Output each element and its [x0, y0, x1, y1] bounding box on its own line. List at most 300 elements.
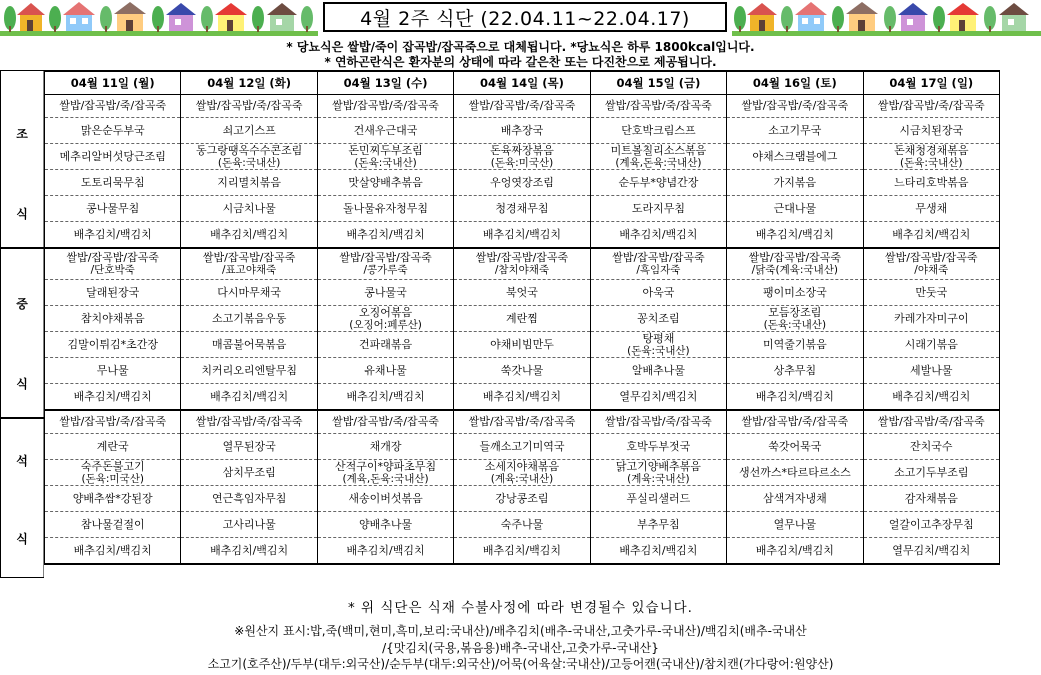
- menu-cell: [45, 222, 181, 249]
- menu-item-origin: (돈육:국내산): [354, 156, 417, 169]
- menu-cell: [454, 434, 590, 460]
- tree-icon: [100, 6, 112, 32]
- menu-item: 쌀밥/잡곡밥/잡곡죽: [339, 251, 432, 264]
- menu-cell: [317, 434, 453, 460]
- menu-cell: [454, 538, 590, 565]
- menu-cell: [317, 144, 453, 170]
- menu-item-origin: /닭죽(계육:국내산): [751, 264, 838, 276]
- menu-cell: [181, 538, 317, 565]
- menu-item: 쌀밥/잡곡밥/잡곡죽: [612, 251, 705, 264]
- menu-cell: [590, 460, 726, 486]
- menu-item: 소고기볶음우동: [211, 311, 287, 325]
- menu-row: [45, 222, 1000, 249]
- day-header: 04월 13일 (수): [317, 71, 453, 95]
- menu-row: [45, 95, 1000, 118]
- menu-cell: [727, 358, 863, 384]
- menu-cell: [863, 512, 999, 538]
- menu-item: 배추김치/백김치: [346, 227, 425, 241]
- house-icon: [846, 2, 878, 31]
- menu-item: 배추김치/백김치: [210, 389, 289, 403]
- menu-item-origin: (돈육:국내산): [763, 318, 827, 331]
- tree-icon: [832, 6, 844, 32]
- menu-cell: [727, 280, 863, 306]
- menu-cell: [590, 384, 726, 411]
- menu-item: 호박두부젓국: [626, 439, 691, 453]
- tree-icon: [252, 6, 264, 32]
- menu-cell: [317, 280, 453, 306]
- menu-item: 참치야채볶음: [80, 311, 145, 325]
- menu-cell: [317, 170, 453, 196]
- menu-item: 우엉엿장조림: [490, 175, 554, 189]
- menu-item: 돌나물유자청무침: [343, 201, 429, 215]
- menu-item: 쌀밥/잡곡밥/죽/잡곡죽: [195, 99, 303, 112]
- menu-item: 열무김치/백김치: [619, 389, 698, 403]
- menu-cell: [181, 280, 317, 306]
- menu-item: 쑥갓나물: [500, 363, 544, 377]
- day-header: 04월 15일 (금): [590, 71, 726, 95]
- menu-item: 시금치된장국: [899, 123, 964, 137]
- menu-item: 건파래볶음: [358, 337, 413, 351]
- menu-item: 매콤불어묵볶음: [211, 337, 287, 351]
- menu-cell: [727, 384, 863, 411]
- menu-item: 닭고기양배추볶음: [615, 459, 701, 473]
- menu-cell: [863, 384, 999, 411]
- tree-icon: [4, 6, 16, 32]
- menu-item: 고사리나물: [222, 517, 276, 531]
- house-icon: [17, 3, 45, 31]
- menu-item: 소고기무국: [768, 123, 822, 137]
- menu-cell: [317, 306, 453, 332]
- menu-item-origin: /콩가루죽: [363, 264, 408, 276]
- menu-cell: [181, 512, 317, 538]
- menu-row: [45, 358, 1000, 384]
- tree-icon: [884, 6, 896, 32]
- menu-cell: [45, 460, 181, 486]
- menu-item: 쌀밥/잡곡밥/죽/잡곡죽: [59, 415, 167, 428]
- menu-cell: [590, 486, 726, 512]
- menu-cell: [590, 196, 726, 222]
- menu-cell: [863, 332, 999, 358]
- menu-cell: [317, 118, 453, 144]
- menu-item: 달래된장국: [86, 285, 140, 299]
- house-icon: [947, 3, 979, 31]
- menu-cell: [863, 222, 999, 249]
- menu-item: 근대나물: [773, 201, 817, 215]
- menu-item: 배추김치/백김치: [73, 227, 152, 241]
- menu-row: [45, 332, 1000, 358]
- menu-item: 감자채볶음: [904, 491, 958, 505]
- menu-cell: [181, 118, 317, 144]
- menu-item: 배추김치/백김치: [482, 543, 562, 557]
- menu-row: [45, 144, 1000, 170]
- menu-item: 돈민찌두부조림: [348, 143, 423, 157]
- menu-cell: [454, 95, 590, 118]
- menu-cell: [181, 196, 317, 222]
- menu-row: [45, 118, 1000, 144]
- menu-item-origin: /야채죽: [914, 264, 949, 276]
- menu-cell: [590, 358, 726, 384]
- menu-item: 무생채: [915, 201, 948, 215]
- tree-icon: [152, 6, 164, 32]
- menu-item: 콩나물무침: [86, 201, 140, 215]
- menu-cell: [45, 248, 181, 280]
- menu-item: 쌀밥/잡곡밥/죽/잡곡죽: [332, 99, 439, 112]
- menu-item: 꽁치조림: [637, 311, 680, 325]
- menu-item: 다시마무채국: [217, 285, 282, 299]
- menu-cell: [590, 410, 726, 434]
- menu-cell: [727, 538, 863, 565]
- tree-icon: [301, 6, 313, 32]
- menu-item-origin: (돈육:미국산): [81, 472, 144, 485]
- menu-item: 소고기두부조림: [894, 465, 969, 479]
- menu-cell: [727, 196, 863, 222]
- menu-item: 쌀밥/잡곡밥/죽/잡곡죽: [877, 415, 985, 428]
- menu-item: 쌀밥/잡곡밥/죽/잡곡죽: [605, 415, 712, 428]
- weekly-menu-table: [44, 70, 1000, 565]
- menu-row: [45, 486, 1000, 512]
- menu-item: 쌀밥/잡곡밥/죽/잡곡죽: [332, 415, 439, 428]
- menu-cell: [317, 358, 453, 384]
- menu-item: 열무된장국: [222, 439, 276, 453]
- menu-item-origin: /단호박죽: [90, 264, 135, 276]
- house-icon: [999, 3, 1029, 31]
- menu-cell: [863, 248, 999, 280]
- menu-cell: [454, 512, 590, 538]
- meal-label-breakfast-top: 조: [16, 127, 28, 141]
- menu-cell: [863, 118, 999, 144]
- origin-line: /{맛김치(국용,볶음용)배추-국내산,고춧가루-국내산}: [382, 641, 659, 655]
- menu-item: 쌀밥/잡곡밥/잡곡죽: [475, 251, 569, 264]
- menu-cell: [181, 434, 317, 460]
- meal-label-dinner-bottom: 식: [16, 532, 28, 546]
- menu-cell: [317, 410, 453, 434]
- house-icon: [267, 3, 297, 31]
- menu-item: 북엇국: [506, 285, 538, 299]
- menu-cell: [454, 306, 590, 332]
- menu-cell: [317, 512, 453, 538]
- origin-line: 소고기(호주산)/두부(대두:외국산)/순두부(대두:외국산)/어묵(어육살:국내산)/고등어캔(국내산)/참치캔(가다랑어:원양산): [207, 657, 834, 671]
- day-header: 04월 14일 (목): [454, 71, 590, 95]
- menu-item: 배추김치/백김치: [346, 543, 425, 557]
- menu-item-origin: (오징어:페루산): [349, 318, 422, 331]
- menu-item: 치커리오리엔탈무침: [201, 363, 297, 377]
- menu-cell: [727, 144, 863, 170]
- menu-cell: [454, 332, 590, 358]
- menu-item: 배추김치/백김치: [755, 227, 834, 241]
- house-icon: [215, 3, 247, 31]
- house-icon: [898, 3, 928, 31]
- menu-item: 쌀밥/잡곡밥/죽/잡곡죽: [741, 99, 849, 112]
- menu-item: 양배추나물: [358, 517, 413, 531]
- menu-cell: [45, 95, 181, 118]
- menu-item: 야채스크램블에그: [752, 149, 838, 163]
- menu-cell: [181, 332, 317, 358]
- menu-item: 채개장: [369, 439, 402, 453]
- menu-cell: [727, 248, 863, 280]
- menu-item: 김말이튀김*초간장: [67, 337, 158, 351]
- menu-cell: [727, 118, 863, 144]
- menu-cell: [454, 118, 590, 144]
- menu-cell: [181, 384, 317, 411]
- menu-row: [45, 280, 1000, 306]
- menu-row: [45, 410, 1000, 434]
- menu-cell: [863, 144, 999, 170]
- menu-cell: [454, 248, 590, 280]
- menu-cell: [181, 486, 317, 512]
- menu-item: 순두부*양념간장: [618, 175, 699, 189]
- menu-cell: [590, 118, 726, 144]
- menu-item: 모듬장조림: [768, 305, 822, 319]
- menu-item: 배추김치/백김치: [892, 227, 971, 241]
- menu-item: 잔치국수: [910, 439, 953, 453]
- menu-cell: [727, 486, 863, 512]
- menu-change-footnote: * 위 식단은 식재 수불사정에 따라 변경될수 있습니다.: [348, 600, 693, 616]
- menu-cell: [863, 306, 999, 332]
- menu-cell: [863, 95, 999, 118]
- menu-cell: [454, 384, 590, 411]
- menu-item: 삼치무조림: [222, 465, 276, 479]
- notice-dysphagia: * 연하곤란식은 환자분의 상태에 따라 갈은찬 또는 다진찬으로 제공됩니다.: [324, 55, 717, 69]
- menu-item-origin: (돈육:미국산): [490, 156, 554, 169]
- menu-cell: [454, 196, 590, 222]
- day-header: 04월 16일 (토): [727, 71, 863, 95]
- tree-icon: [933, 6, 945, 32]
- menu-item: 유채나물: [364, 363, 407, 377]
- menu-item: 연근흑임자무침: [211, 491, 287, 505]
- menu-item: 열무김치/백김치: [892, 543, 971, 557]
- menu-cell: [590, 95, 726, 118]
- menu-item: 청경채무침: [495, 201, 549, 215]
- menu-cell: [45, 410, 181, 434]
- menu-item: 메추리알버섯당근조림: [59, 149, 166, 163]
- menu-cell: [45, 306, 181, 332]
- menu-cell: [45, 118, 181, 144]
- menu-cell: [863, 486, 999, 512]
- menu-cell: [454, 486, 590, 512]
- menu-cell: [45, 144, 181, 170]
- menu-item: 산적구이*양파초무침: [334, 459, 437, 473]
- menu-item: 숙주나물: [500, 517, 544, 531]
- menu-cell: [727, 222, 863, 249]
- menu-item: 쑥갓어묵국: [768, 439, 822, 453]
- menu-cell: [181, 144, 317, 170]
- menu-row: [45, 538, 1000, 565]
- menu-item: 새송이버섯볶음: [348, 491, 423, 505]
- meal-label-lunch-top: 중: [16, 297, 28, 311]
- menu-cell: [454, 222, 590, 249]
- menu-item: 무나물: [96, 363, 129, 377]
- menu-item: 만둣국: [915, 285, 948, 299]
- menu-cell: [863, 410, 999, 434]
- menu-item: 배추김치/백김치: [482, 389, 562, 403]
- menu-cell: [863, 170, 999, 196]
- menu-cell: [863, 196, 999, 222]
- menu-cell: [45, 486, 181, 512]
- menu-cell: [590, 434, 726, 460]
- meal-label-breakfast-bottom: 식: [16, 207, 28, 221]
- tree-icon: [734, 6, 746, 32]
- menu-cell: [727, 306, 863, 332]
- menu-cell: [45, 384, 181, 411]
- menu-cell: [181, 306, 317, 332]
- menu-cell: [317, 384, 453, 411]
- page-title: 4월 2주 식단 (22.04.11~22.04.17): [323, 2, 727, 32]
- menu-row: [45, 306, 1000, 332]
- menu-row: [45, 384, 1000, 411]
- menu-item: 쌀밥/잡곡밥/죽/잡곡죽: [605, 99, 712, 112]
- menu-item: 아욱국: [642, 285, 675, 299]
- menu-item-origin: /표고야채죽: [222, 264, 277, 276]
- notice-diabetic: * 당뇨식은 쌀밥/죽이 잡곡밥/잡곡죽으로 대체됩니다. *당뇨식은 하루 1800kcal입니다.: [286, 40, 755, 54]
- menu-item: 배추김치/백김치: [482, 227, 562, 241]
- menu-cell: [863, 538, 999, 565]
- menu-cell: [727, 170, 863, 196]
- menu-cell: [317, 332, 453, 358]
- menu-item-origin: /흑임자죽: [636, 264, 681, 276]
- menu-item: 배추김치/백김치: [210, 543, 289, 557]
- menu-item: 강낭콩조림: [495, 491, 549, 505]
- menu-item-origin: (돈육:국내산): [900, 156, 963, 169]
- menu-cell: [454, 144, 590, 170]
- menu-item: 배추김치/백김치: [210, 227, 289, 241]
- house-tree-decoration-left: [0, 0, 318, 36]
- menu-item: 배추김치/백김치: [755, 543, 834, 557]
- menu-cell: [45, 512, 181, 538]
- menu-cell: [317, 222, 453, 249]
- menu-item: 배추김치/백김치: [73, 389, 152, 403]
- menu-item: 배추김치/백김치: [619, 227, 698, 241]
- menu-item: 건새우근대국: [353, 123, 418, 137]
- menu-item: 배추김치/백김치: [619, 543, 698, 557]
- menu-cell: [45, 280, 181, 306]
- menu-row: [45, 512, 1000, 538]
- menu-item: 가지볶음: [773, 175, 817, 189]
- menu-item: 생선까스*타르타르소스: [738, 465, 851, 479]
- menu-item-origin: /참치야채죽: [494, 264, 550, 276]
- menu-row: [45, 196, 1000, 222]
- menu-item: 배추김치/백김치: [73, 543, 152, 557]
- menu-cell: [863, 460, 999, 486]
- menu-cell: [45, 170, 181, 196]
- meal-label-column-border: [0, 70, 44, 578]
- tree-icon: [49, 6, 61, 32]
- menu-item: 시래기볶음: [904, 337, 958, 351]
- menu-item: 쌀밥/잡곡밥/잡곡죽: [66, 251, 159, 264]
- menu-item: 쌀밥/잡곡밥/잡곡죽: [748, 251, 842, 264]
- menu-cell: [45, 358, 181, 384]
- menu-item: 부추무침: [637, 517, 680, 531]
- menu-cell: [181, 222, 317, 249]
- menu-item: 야채비빔만두: [490, 337, 554, 351]
- house-icon: [114, 2, 146, 31]
- menu-item: 맛살양배추볶음: [348, 175, 423, 189]
- menu-item: 동그랑땡옥수수콘조림: [196, 143, 303, 157]
- house-tree-decoration-right: [732, 0, 1041, 36]
- menu-item: 쌀밥/잡곡밥/죽/잡곡죽: [877, 99, 985, 112]
- menu-item: 시금치나물: [222, 201, 276, 215]
- menu-cell: [590, 144, 726, 170]
- menu-cell: [863, 358, 999, 384]
- menu-item: 배추김치/백김치: [346, 389, 425, 403]
- day-header-row: [45, 71, 1000, 95]
- menu-cell: [454, 170, 590, 196]
- menu-item: 참나물겉절이: [80, 517, 145, 531]
- menu-item: 쌀밥/잡곡밥/죽/잡곡죽: [741, 415, 849, 428]
- menu-item: 알배추나물: [631, 363, 685, 377]
- menu-item: 삼색겨자냉채: [762, 491, 827, 505]
- menu-item: 쌀밥/잡곡밥/죽/잡곡죽: [468, 99, 576, 112]
- menu-cell: [590, 222, 726, 249]
- menu-cell: [590, 538, 726, 565]
- menu-cell: [317, 538, 453, 565]
- menu-row: [45, 460, 1000, 486]
- meal-label-lunch-bottom: 식: [16, 377, 28, 391]
- menu-cell: [45, 332, 181, 358]
- menu-cell: [727, 460, 863, 486]
- origin-line: ※원산지 표시:밥,죽(백미,현미,흑미,보리:국내산)/배추김치(배추-국내산,고춧가루-국내산)/백김치(배추-국내산: [234, 624, 807, 638]
- menu-item: 세발나물: [910, 363, 953, 377]
- menu-cell: [45, 434, 181, 460]
- menu-item: 상추무침: [773, 363, 817, 377]
- menu-item: 쌀밥/잡곡밥/잡곡죽: [202, 251, 296, 264]
- menu-cell: [590, 170, 726, 196]
- menu-item: 소세지야채볶음: [484, 459, 560, 473]
- menu-item: 양배추쌈*강된장: [72, 491, 153, 505]
- menu-cell: [590, 512, 726, 538]
- menu-item: 느타리호박볶음: [894, 175, 969, 189]
- menu-row: [45, 170, 1000, 196]
- menu-item-origin: (계육:국내산): [490, 472, 554, 485]
- menu-cell: [727, 512, 863, 538]
- menu-item: 들깨소고기미역국: [479, 439, 565, 453]
- tree-icon: [984, 6, 996, 32]
- menu-item: 계란국: [96, 439, 129, 453]
- menu-cell: [454, 358, 590, 384]
- menu-item: 오징어볶음: [358, 305, 413, 319]
- menu-item: 배추장국: [500, 123, 544, 137]
- menu-item-origin: (돈육:국내산): [627, 344, 690, 357]
- menu-item-origin: (계육,돈육:국내산): [342, 472, 429, 485]
- menu-cell: [454, 410, 590, 434]
- menu-item: 단호박크림스프: [621, 123, 696, 137]
- meal-label-dinner-top: 석: [16, 454, 28, 468]
- menu-cell: [181, 460, 317, 486]
- menu-item: 쌀밥/잡곡밥/죽/잡곡죽: [468, 415, 576, 428]
- menu-item: 맑은순두부국: [80, 123, 145, 137]
- menu-item: 도토리묵무침: [80, 175, 145, 189]
- menu-item: 쌀밥/잡곡밥/죽/잡곡죽: [195, 415, 303, 428]
- menu-item: 돈육짜장볶음: [490, 143, 554, 157]
- menu-item: 탕평채: [642, 331, 675, 345]
- menu-row: [45, 434, 1000, 460]
- menu-item: 쌀밥/잡곡밥/죽/잡곡죽: [59, 99, 167, 112]
- menu-cell: [863, 434, 999, 460]
- menu-cell: [317, 196, 453, 222]
- menu-cell: [317, 486, 453, 512]
- house-icon: [747, 3, 777, 31]
- menu-cell: [727, 434, 863, 460]
- menu-cell: [454, 280, 590, 306]
- menu-item: 쇠고기스프: [222, 123, 276, 137]
- house-icon: [63, 2, 95, 31]
- menu-cell: [317, 248, 453, 280]
- menu-cell: [181, 248, 317, 280]
- day-header: 04월 17일 (일): [863, 71, 999, 95]
- menu-cell: [181, 410, 317, 434]
- house-icon: [795, 2, 827, 31]
- menu-cell: [727, 95, 863, 118]
- menu-item: 쌀밥/잡곡밥/잡곡죽: [885, 251, 978, 264]
